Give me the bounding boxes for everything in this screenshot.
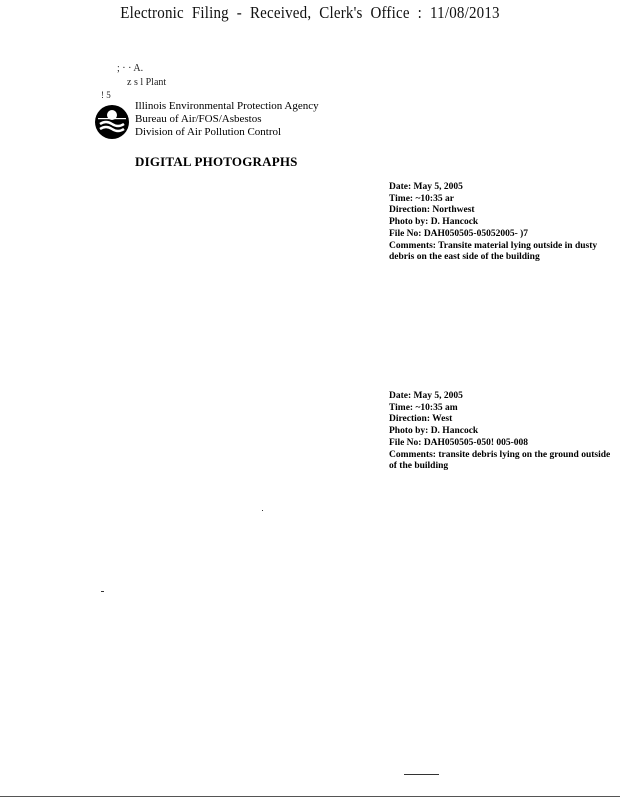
redacted-fragment-3: ! 5	[101, 90, 111, 100]
photo-1-comments: Comments: Transite material lying outside in dusty debris on the east side of the building	[389, 240, 598, 263]
photo-caption-2	[389, 391, 611, 473]
agency-block	[94, 100, 394, 144]
scan-speck	[101, 591, 104, 592]
photo-1-direction: Direction: Northwest	[389, 205, 475, 216]
agency-bureau: Bureau of Air/FOS/Asbestos	[135, 113, 262, 125]
photo-2-time: Time: ~10:35 am	[389, 402, 458, 413]
scan-speck	[262, 510, 263, 511]
photo-caption-1	[389, 182, 611, 264]
redacted-fragment-1: ; · · A.	[117, 63, 144, 74]
agency-text	[135, 100, 319, 139]
agency-division: Division of Air Pollution Control	[135, 126, 282, 138]
redacted-fragment-2: z s l Plant	[127, 77, 167, 88]
page-bottom-edge	[0, 796, 620, 797]
photo-1-photographer: Photo by: D. Hancock	[389, 217, 479, 228]
photo-2-file-number: File No: DAH050505-050! 005-008	[389, 437, 529, 448]
photo-2-date: Date: May 5, 2005	[389, 391, 463, 401]
photo-1-file-number: File No: DAH050505-05052005- )7	[389, 228, 529, 239]
short-rule	[404, 774, 439, 775]
illinois-epa-logo-icon	[94, 104, 130, 140]
photo-2-photographer: Photo by: D. Hancock	[389, 426, 479, 437]
photo-1-time: Time: ~10:35 ar	[389, 193, 454, 204]
agency-name: Illinois Environmental Protection Agency	[135, 100, 319, 112]
photo-2-direction: Direction: West	[389, 414, 453, 425]
photo-2-comments: Comments: transite debris lying on the ground outside of the building	[389, 449, 611, 472]
photo-1-date: Date: May 5, 2005	[389, 182, 463, 192]
document-title: DIGITAL PHOTOGRAPHS	[135, 154, 298, 169]
filing-stamp: Electronic Filing - Received, Clerk's Office : 11/08/2013	[120, 5, 500, 23]
